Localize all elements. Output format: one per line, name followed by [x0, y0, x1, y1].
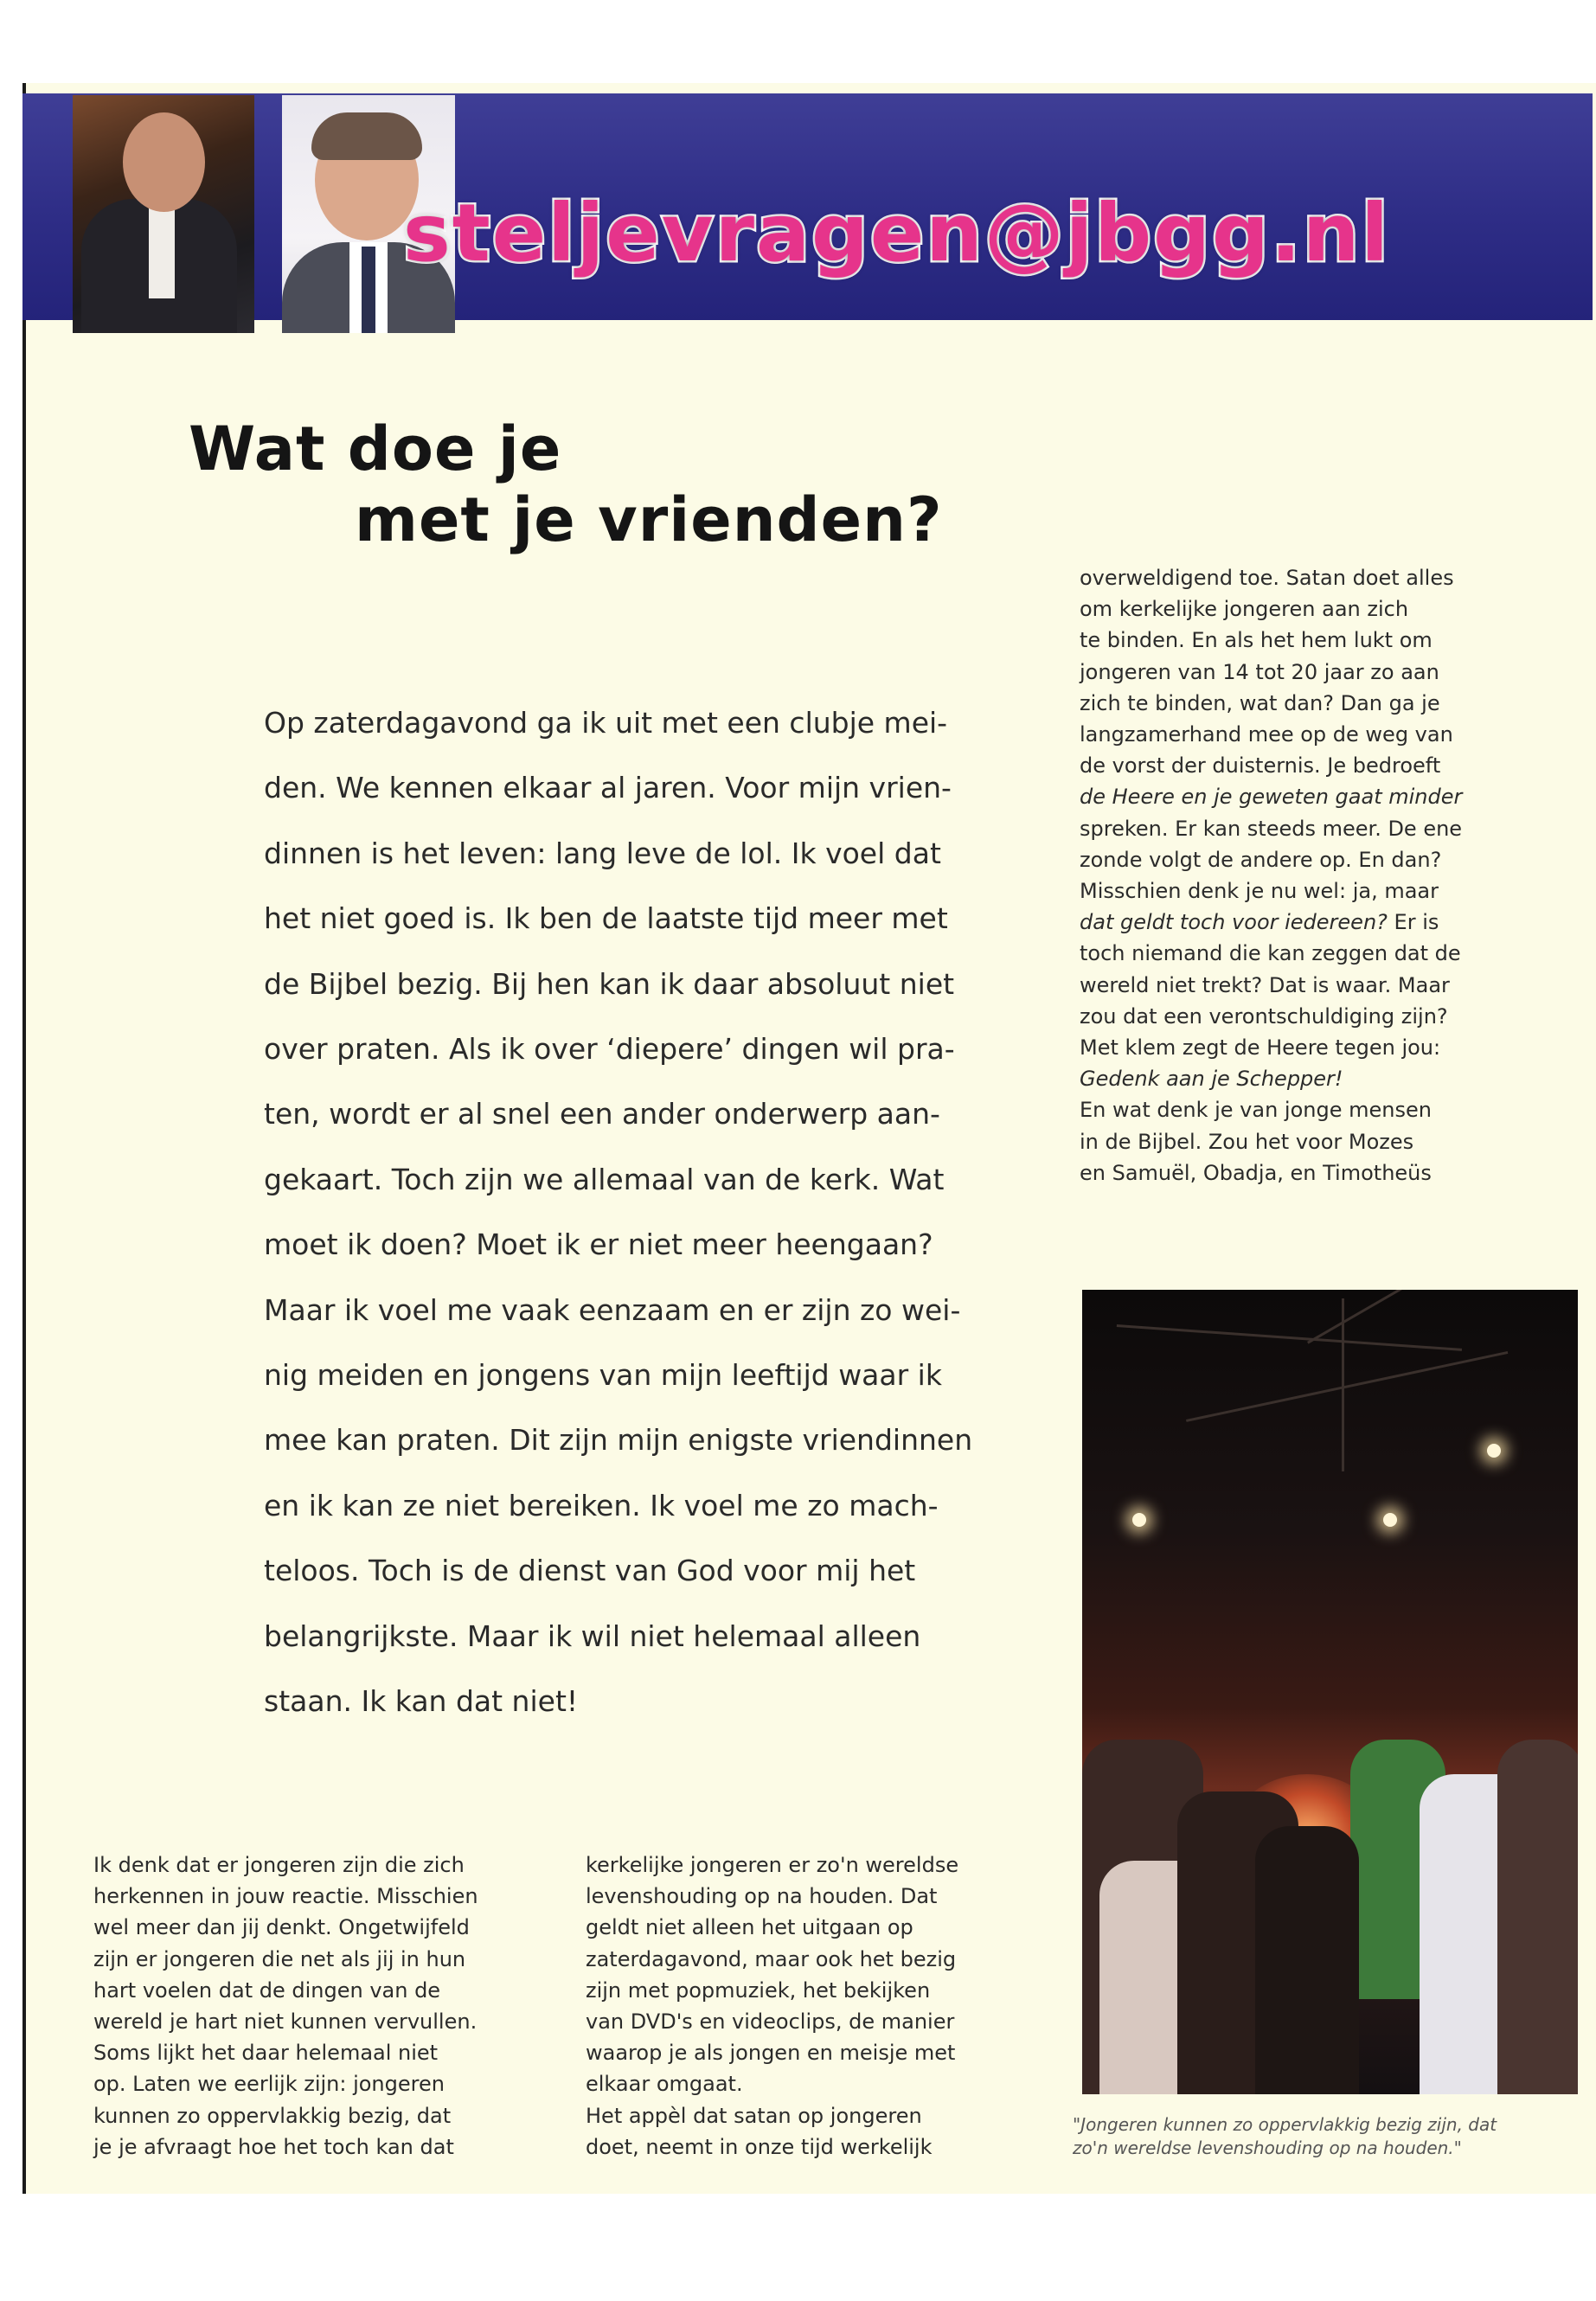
header-email: steljevragen@jbgg.nl — [403, 187, 1390, 279]
headline-line-2: met je vrienden? — [355, 484, 943, 555]
answer-text-italic: Gedenk aan je Schepper! — [1080, 1067, 1343, 1092]
party-photo — [1082, 1290, 1578, 2094]
headline-line-1: Wat doe je — [189, 413, 562, 484]
answer-text-italic: de Heere en je geweten gaat minder — [1080, 785, 1463, 810]
answer-text: En wat denk je van jonge mensen in de Bijbel. Zou het voor Mozes en Samuël, Obadja, en Timotheüs — [1080, 1098, 1432, 1185]
answer-text: Er is toch niemand die kan zeggen dat de wereld niet trekt? Dat is waar. Maar zou dat een verontschuldiging zijn? Met klem zegt de Heere tegen jou: — [1080, 910, 1461, 1061]
page-edge — [22, 83, 26, 2194]
answer-text: overweldigend toe. Satan doet alles om kerkelijke jongeren aan zich te binden. En als het hem lukt om jongeren van 14 tot 20 jaar zo aan zich te binden, wat dan? Dan ga je langzamerhand mee op de weg van de vorst der duisternis. Je bedroeft — [1080, 566, 1454, 779]
answer-column-2: kerkelijke jongeren er zo'n wereldse levenshouding op na houden. Dat geldt niet alleen het uitgaan op zaterdagavond, maar ook het bezig zijn met popmuziek, het bekijken van DVD's en videoclips, de manier waarop je als jongen en meisje met elkaar omgaat. Het appèl dat satan op jongeren doet, neemt in onze tijd werkelijk — [586, 1853, 959, 2159]
answer-column-1: Ik denk dat er jongeren zijn die zich herkennen in jouw reactie. Misschien wel meer dan jij denkt. Ongetwijfeld zijn er jongeren die net als jij in hun hart voelen dat de dingen van de wereld je hart niet kunnen vervullen. Soms lijkt het daar helemaal niet op. Laten we eerlijk zijn: jongeren kunnen zo oppervlakkig bezig, dat je je afvraagt hoe het toch kan dat — [93, 1853, 478, 2159]
answer-text: spreken. Er kan steeds meer. De ene zonde volgt de andere op. En dan? Misschien denk je nu wel: ja, maar — [1080, 816, 1463, 904]
article-headline — [189, 413, 943, 555]
answer-text-italic: dat geldt toch voor iedereen? — [1080, 910, 1388, 935]
speaker-photo — [73, 95, 254, 333]
reader-question: Op zaterdagavond ga ik uit met een clubje mei- den. We kennen elkaar al jaren. Voor mijn vrien- dinnen is het leven: lang leve de lol. Ik voel dat het niet goed is. Ik ben de laatste tijd meer met de Bijbel bezig. Bij hen kan ik daar absoluut niet over praten. Als ik over ‘diepere’ dingen wil pra- ten, wordt er al snel een ander onderwerp aan- gekaart. Toch zijn we allemaal van de kerk. Wat moet ik doen? Moet ik er niet meer heengaan? Maar ik voel me vaak eenzaam en er zijn zo wei- nig meiden en jongens van mijn leeftijd waar ik mee kan praten. Dit zijn mijn enigste vriendinnen en ik kan ze niet bereiken. Ik voel me zo mach- teloos. Toch is de dienst van God voor mij het belangrijkste. Maar ik wil niet helemaal alleen staan. Ik kan dat niet! — [264, 706, 973, 1719]
photo-caption: "Jongeren kunnen zo oppervlakkig bezig zijn, dat zo'n wereldse levenshouding op na houden." — [1073, 2114, 1497, 2158]
answer-column-3 — [1080, 562, 1529, 1189]
